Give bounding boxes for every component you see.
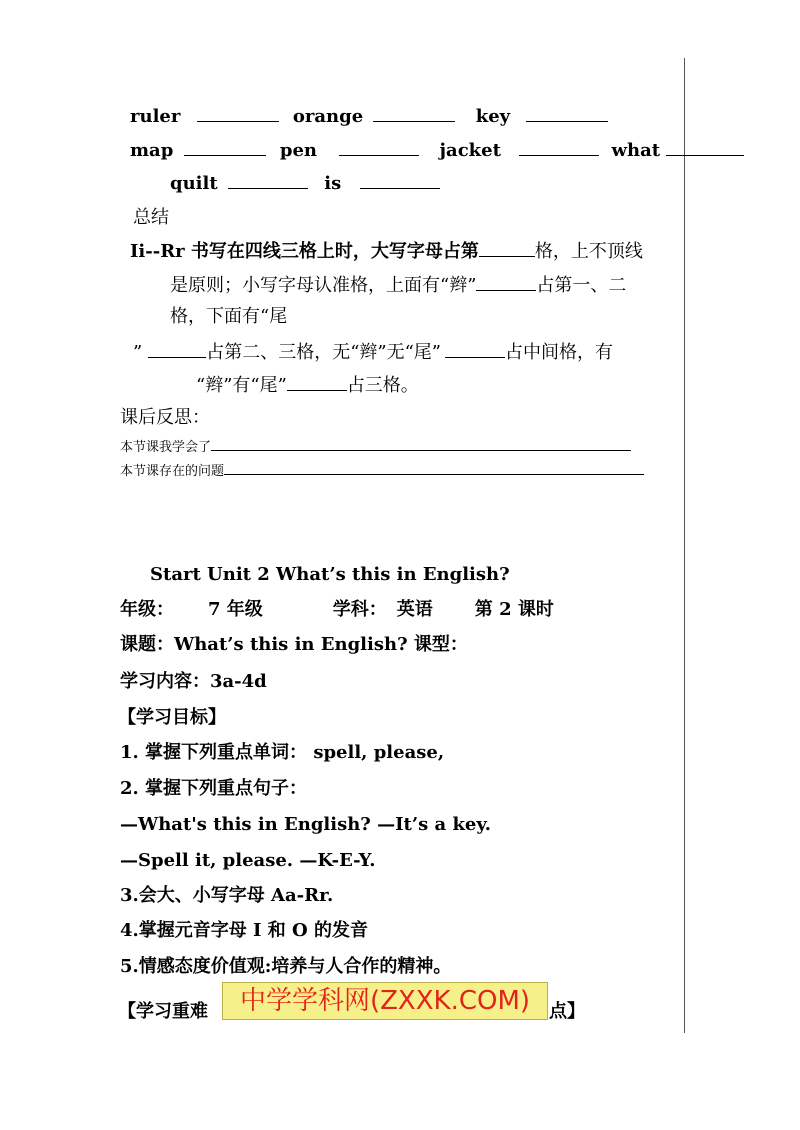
lesson-content: 学习内容：3a-4d bbox=[120, 671, 267, 692]
lesson-meta bbox=[120, 598, 554, 622]
goals-heading: 【学习目标】 bbox=[118, 707, 226, 728]
answer-blank[interactable] bbox=[197, 103, 279, 122]
reflection-learned: 本节课我学会了 bbox=[120, 436, 631, 455]
page-right-border bbox=[684, 58, 685, 1033]
answer-blank[interactable] bbox=[519, 137, 599, 156]
vocab-row-1 bbox=[130, 103, 608, 129]
goal-item: 2. 掌握下列重点句子： bbox=[120, 778, 308, 799]
answer-line[interactable] bbox=[224, 460, 644, 475]
answer-blank[interactable] bbox=[526, 103, 608, 122]
answer-blank[interactable] bbox=[287, 372, 347, 391]
vocab-row-3 bbox=[170, 170, 440, 196]
goal-item: 5.情感态度价值观:培养与人合作的精神。 bbox=[120, 956, 452, 977]
summary-line: Ii--Rr 书写在四线三格上时，大写字母占第 格，上不顶线 bbox=[130, 238, 643, 264]
goal-item: 4.掌握元音字母 I 和 O 的发音 bbox=[120, 920, 368, 941]
summary-line: 是原则；小写字母认准格，上面有“辫” 占第一、二 bbox=[170, 272, 626, 298]
answer-blank[interactable] bbox=[148, 339, 206, 358]
summary-line: ” 占第二、三格，无“辫”无“尾” 占中间格，有 bbox=[133, 339, 613, 365]
key-points-heading: 【学习重难 bbox=[118, 1001, 208, 1022]
vocab-word: orange bbox=[292, 106, 364, 127]
vocab-word: pen bbox=[279, 140, 317, 161]
summary-line: “辫”有“尾” 占三格。 bbox=[196, 372, 419, 398]
vocab-word: quilt bbox=[170, 173, 218, 194]
vocab-word: key bbox=[475, 106, 511, 127]
answer-blank[interactable] bbox=[184, 137, 266, 156]
vocab-word: map bbox=[130, 140, 174, 161]
answer-line[interactable] bbox=[211, 436, 631, 451]
goal-item: 3.会大、小写字母 Aa-Rr. bbox=[120, 885, 334, 906]
answer-blank[interactable] bbox=[445, 339, 505, 358]
grade-value: 7 年级 bbox=[208, 599, 263, 620]
answer-blank[interactable] bbox=[476, 272, 536, 291]
answer-blank[interactable] bbox=[666, 137, 744, 156]
answer-blank[interactable] bbox=[360, 170, 440, 189]
watermark-banner: 中学学科网(ZXXK.COM) bbox=[222, 982, 548, 1020]
answer-blank[interactable] bbox=[479, 238, 535, 257]
vocab-word: jacket bbox=[439, 140, 501, 161]
answer-blank[interactable] bbox=[228, 170, 308, 189]
vocab-word: ruler bbox=[130, 106, 181, 127]
vocab-word: is bbox=[324, 173, 342, 194]
answer-blank[interactable] bbox=[339, 137, 419, 156]
key-points-heading-end: 点】 bbox=[549, 1001, 585, 1022]
period-value: 第 2 课时 bbox=[474, 599, 554, 620]
reflection-heading: 课后反思： bbox=[120, 407, 210, 428]
summary-line: 格，下面有“尾 bbox=[170, 306, 288, 327]
vocab-word: what bbox=[611, 140, 661, 161]
grade-label: 年级： bbox=[120, 599, 174, 620]
subject-label: 学科： bbox=[332, 599, 387, 620]
reflection-problems: 本节课存在的问题 bbox=[120, 460, 644, 479]
key-sentence: —What's this in English? —It’s a key. bbox=[120, 814, 492, 835]
goal-item: 1. 掌握下列重点单词： spell, please, bbox=[120, 742, 445, 763]
lesson-topic: 课题：What’s this in English? 课型： bbox=[120, 634, 468, 655]
lesson-title: Start Unit 2 What’s this in English? bbox=[150, 564, 510, 585]
answer-blank[interactable] bbox=[373, 103, 455, 122]
key-sentence: —Spell it, please. —K-E-Y. bbox=[120, 850, 376, 871]
subject-value: 英语 bbox=[396, 599, 433, 620]
vocab-row-2 bbox=[130, 137, 744, 163]
summary-heading: 总结 bbox=[133, 207, 169, 228]
